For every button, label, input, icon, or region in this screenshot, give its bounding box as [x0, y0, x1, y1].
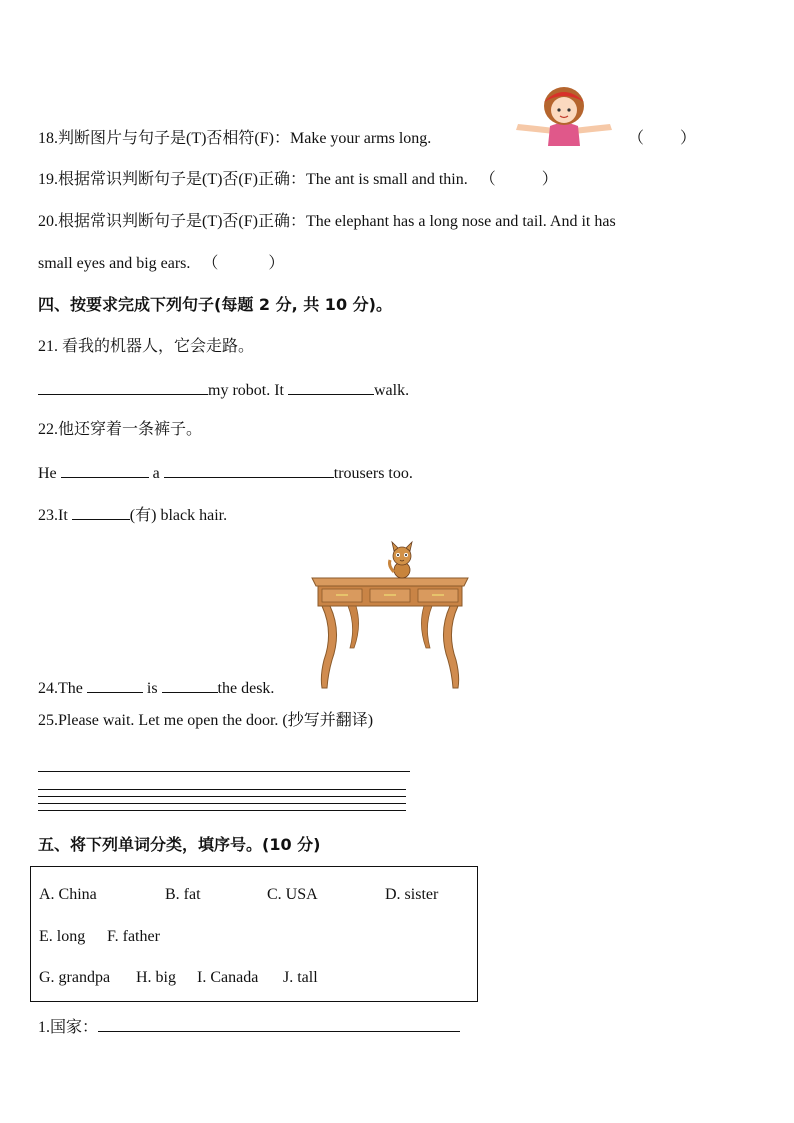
word-e: E. long: [39, 928, 86, 945]
word-bank-box: [30, 866, 478, 1002]
girl-arms-outstretched-icon: [508, 86, 620, 148]
question-19-text: 19.根据常识判断句子是(T)否(F)正确：The ant is small and thin.: [38, 171, 468, 188]
word-h: H. big: [136, 969, 176, 986]
writing-line-3[interactable]: [38, 796, 406, 797]
blank-23[interactable]: [72, 503, 130, 520]
blank-21-a[interactable]: [38, 378, 208, 395]
blank-22-a[interactable]: [61, 461, 149, 478]
answer-parentheses-19[interactable]: （ ）: [479, 171, 558, 188]
question-22-prompt: 22.他还穿着一条裤子。: [38, 421, 203, 438]
question-19: [38, 170, 558, 190]
answer-parentheses-20[interactable]: （ ）: [202, 255, 285, 272]
blank-category-1[interactable]: [98, 1015, 460, 1032]
writing-line-2[interactable]: [38, 789, 406, 790]
section-4-title: 四、按要求完成下列句子(每题 2 分, 共 10 分)。: [38, 295, 392, 314]
word-a: A. China: [39, 886, 97, 903]
answer-parentheses-18[interactable]: （ ）: [628, 130, 697, 147]
question-20-line-1: 20.根据常识判断句子是(T)否(F)正确：The elephant has a long nose and tail. And it has: [38, 213, 616, 230]
blank-24-b[interactable]: [162, 676, 218, 693]
writing-line-5[interactable]: [38, 810, 406, 811]
cat-on-desk-icon: [308, 536, 474, 692]
question-18: [38, 129, 431, 149]
question-21-prompt: 21. 看我的机器人，它会走路。: [38, 338, 255, 355]
question-18-text: 18.判断图片与句子是(T)否相符(F)：Make your arms long.: [38, 130, 432, 147]
question-24: 24.The is the desk.: [38, 676, 274, 699]
question-20-line-2: small eyes and big ears. （ ）: [38, 255, 285, 272]
blank-24-a[interactable]: [87, 676, 143, 693]
blank-21-b[interactable]: [288, 378, 374, 395]
word-f: F. father: [107, 928, 160, 945]
writing-line-4[interactable]: [38, 803, 406, 804]
word-c: C. USA: [267, 886, 318, 903]
word-g: G. grandpa: [39, 969, 111, 986]
category-1: 1.国家：: [38, 1015, 460, 1038]
question-22-answer: He a trousers too.: [38, 461, 413, 484]
question-21-answer: my robot. It walk.: [38, 378, 409, 401]
word-i: I. Canada: [197, 969, 259, 986]
word-j: J. tall: [283, 969, 318, 986]
question-25: 25.Please wait. Let me open the door. (抄写并翻译): [38, 712, 374, 729]
blank-22-b[interactable]: [164, 461, 334, 478]
question-23: 23.It (有) black hair.: [38, 503, 227, 526]
writing-line-1[interactable]: [38, 771, 410, 772]
section-5-title: 五、将下列单词分类，填序号。(10 分): [38, 835, 321, 854]
word-b: B. fat: [165, 886, 201, 903]
word-d: D. sister: [385, 886, 439, 903]
